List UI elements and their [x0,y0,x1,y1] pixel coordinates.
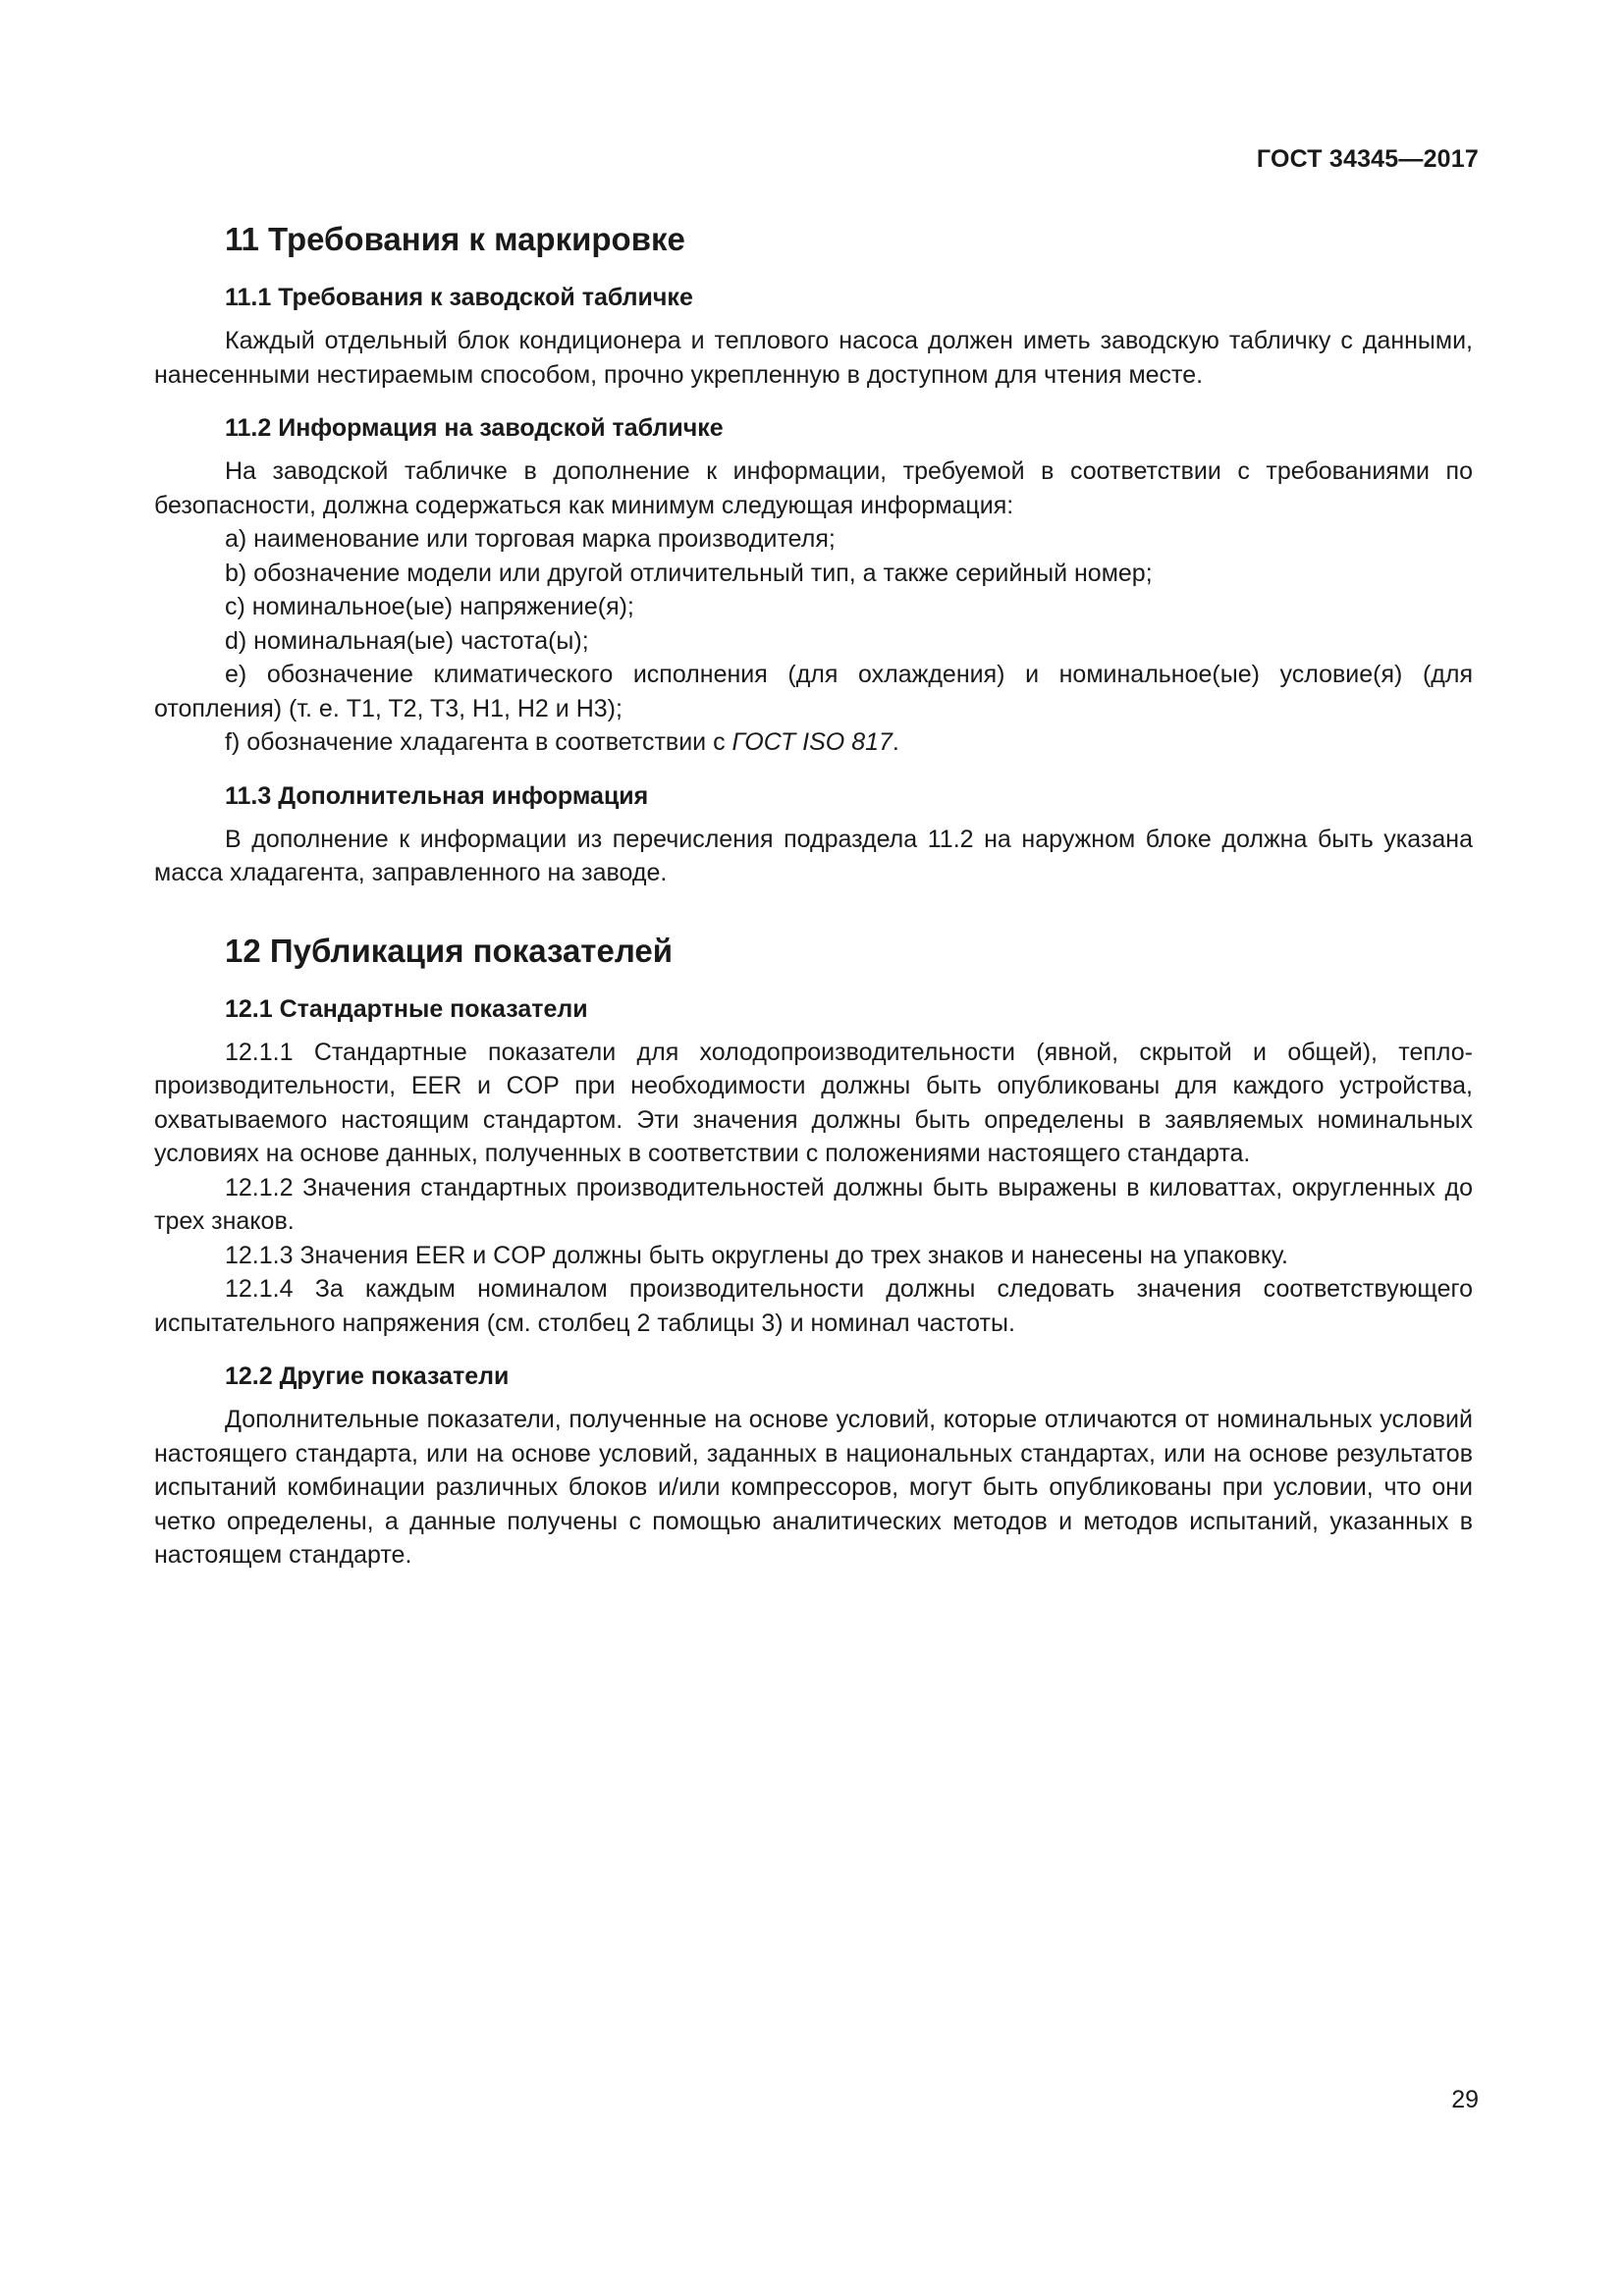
list-item-c: c) номинальное(ые) напряжение(я); [225,593,634,620]
list-item-e: e) обозначение климатического исполнения (для охлаждения) и номинальное(ые) условие(я) (для отопления) (т. е. T1, T2, T3, H1, H2 и H3); [154,661,1473,722]
list-item-f [154,725,1473,760]
page-number: 29 [1451,2086,1479,2113]
section-12-title: 12 Публикация показателей [225,932,673,969]
document-code: ГОСТ 34345—2017 [1256,145,1479,173]
paragraph-12-1-2: 12.1.2 Значения стандартных производительностей должны быть выражены в киловаттах, округленных до трех знаков. [154,1173,1473,1235]
list-item-b: b) обозначение модели или другой отличительный тип, а также серийный номер; [225,559,1153,587]
subsection-11-2-title: 11.2 Информация на заводской табличке [225,414,724,442]
paragraph-12-1-1: 12.1.1 Стандартные показатели для холодопроизводительности (явной, скрытой и общей), теплопроизводительности, EER и COP при необходимости должны быть опубликованы для каждого устройства, охватываемого настоящим стандартом. Эти значения должны быть определены в заявляемых номинальных условиях на основе данных, полученных в соответствии с положениями настоящего стандарта. [154,1038,1473,1167]
subsection-11-3-text: В дополнение к информации из перечисления подраздела 11.2 на наружном блоке должна быть указана масса хладагента, заправленного на заводе. [154,825,1473,886]
subsection-11-1-title: 11.1 Требования к заводской табличке [225,284,693,311]
subsection-11-1-text: Каждый отдельный блок кондиционера и теплового насоса должен иметь заводскую табличку с данными, нанесенными нестираемым способом, прочно укрепленную в доступном для чтения месте. [154,327,1473,389]
subsection-11-2-intro: На заводской табличке в дополнение к информации, требуемой в соответствии с требованиями по безопасности, должна содержаться как минимум следующая информация: [154,457,1473,519]
section-11-title: 11 Требования к маркировке [225,221,685,257]
standard-reference: ГОСТ ISO 817 [731,728,893,756]
list-item-f-suffix: . [892,728,899,756]
list-item-f-prefix: f) обозначение хладагента в соответствии с [225,728,732,756]
subsection-12-2-text: Дополнительные показатели, полученные на основе условий, которые отличаются от номинальных условий настоящего стандарта, или на основе условий, заданных в национальных стандартах, или на основе результатов испытаний комбинации различных блоков и/или компрессоров, могут быть опубликованы при условии, что они четко определены, а данные получены с помощью аналитических методов и методов испытаний, указанных в настоящем стандарте. [154,1406,1473,1569]
subsection-12-2-title: 12.2 Другие показатели [225,1362,510,1390]
list-item-a: a) наименование или торговая марка производителя; [225,525,836,553]
subsection-11-3-title: 11.3 Дополнительная информация [225,781,649,810]
paragraph-12-1-4: 12.1.4 За каждым номиналом производительности должны следовать значения соответствующего испытательного напряжения (см. столбец 2 таблицы 3) и номинал частоты. [154,1275,1473,1337]
page-content [154,218,1473,1573]
list-item-d: d) номинальная(ые) частота(ы); [225,626,589,655]
subsection-12-1-title: 12.1 Стандартные показатели [225,994,588,1023]
paragraph-12-1-3: 12.1.3 Значения EER и COP должны быть округлены до трех знаков и нанесены на упаковку. [225,1241,1288,1269]
